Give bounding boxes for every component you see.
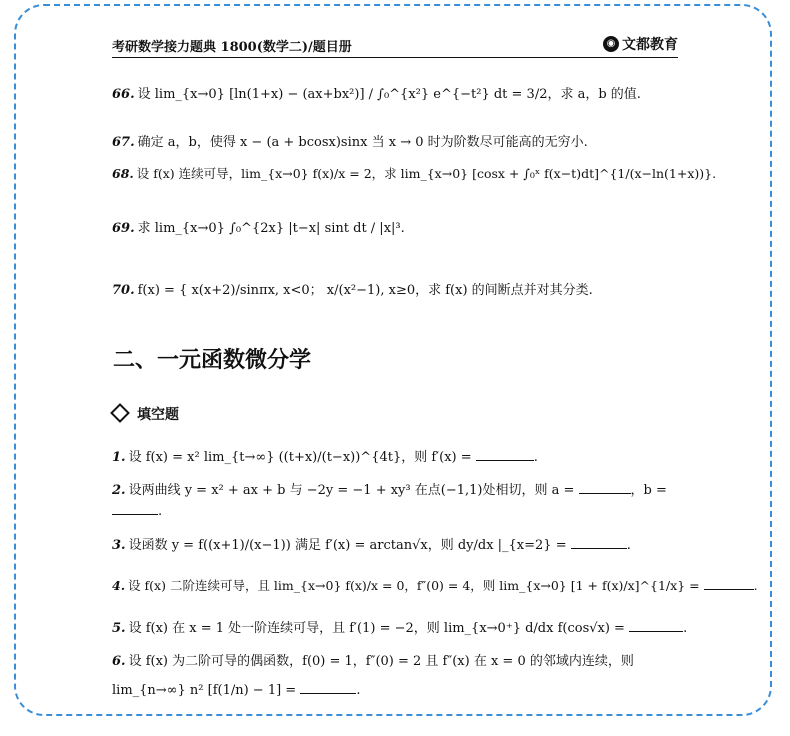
subsection-title: 填空题 — [113, 404, 179, 424]
answer-blank — [112, 514, 158, 515]
answer-blank — [629, 631, 683, 632]
answer-blank — [704, 589, 754, 590]
header-title: 考研数学接力题典 1800(数学二)/题目册 — [112, 40, 352, 55]
answer-blank — [571, 548, 627, 549]
problem-68: 68. 设 f(x) 连续可导，lim_{x→0} f(x)/x = 2，求 lim_{x→0} [cosx + ∫₀ˣ f(x−t)dt]^{1/(x−ln(1+x))}. — [112, 166, 717, 181]
section-title: 二、一元函数微分学 — [113, 348, 312, 373]
problem-69: 69. 求 lim_{x→0} ∫₀^{2x} |t−x| sint dt / |x|³. — [112, 221, 405, 236]
fill-problem-6: 6. 设 f(x) 为二阶可导的偶函数，f(0) = 1，f″(0) = 2 且 f″(x) 在 x = 0 的邻域内连续，则 — [112, 654, 634, 669]
fill-problem-4: 4. 设 f(x) 二阶连续可导，且 lim_{x→0} f(x)/x = 0，f″(0) = 4，则 lim_{x→0} [1 + f(x)/x]^{1/x} = . — [112, 578, 758, 593]
diamond-icon — [110, 403, 130, 423]
fill-problem-5: 5. 设 f(x) 在 x = 1 处一阶连续可导，且 f′(1) = −2，则 lim_{x→0⁺} d/dx f(cos√x) = . — [112, 621, 688, 636]
publisher-logo — [603, 34, 678, 54]
answer-blank — [300, 693, 356, 694]
logo-text: 文都教育 — [622, 37, 678, 53]
problem-70: 70. f(x) = { x(x+2)/sinπx, x<0； x/(x²−1), x≥0，求 f(x) 的间断点并对其分类. — [112, 283, 593, 298]
page-header — [112, 34, 678, 56]
problem-66: 66. 设 lim_{x→0} [ln(1+x) − (ax+bx²)] / ∫₀^{x²} e^{−t²} dt = 3/2，求 a，b 的值. — [112, 87, 641, 102]
answer-blank — [579, 493, 631, 494]
logo-icon: ◉ — [603, 36, 619, 52]
fill-problem-3: 3. 设函数 y = f((x+1)/(x−1)) 满足 f′(x) = arctan√x，则 dy/dx |_{x=2} = . — [112, 538, 631, 553]
problem-67: 67. 确定 a，b，使得 x − (a + bcosx)sinx 当 x → 0 时为阶数尽可能高的无穷小. — [112, 135, 588, 150]
fill-problem-6-cont: lim_{n→∞} n² [f(1/n) − 1] = . — [112, 683, 361, 698]
fill-problem-2-cont: . — [112, 504, 162, 519]
fill-problem-1: 1. 设 f(x) = x² lim_{t→∞} ((t+x)/(t−x))^{4t}，则 f′(x) = . — [112, 450, 538, 465]
answer-blank — [476, 460, 534, 461]
header-rule — [112, 57, 678, 58]
fill-problem-2: 2. 设两曲线 y = x² + ax + b 与 −2y = −1 + xy³ 在点(−1,1)处相切，则 a = ，b = — [112, 483, 667, 498]
